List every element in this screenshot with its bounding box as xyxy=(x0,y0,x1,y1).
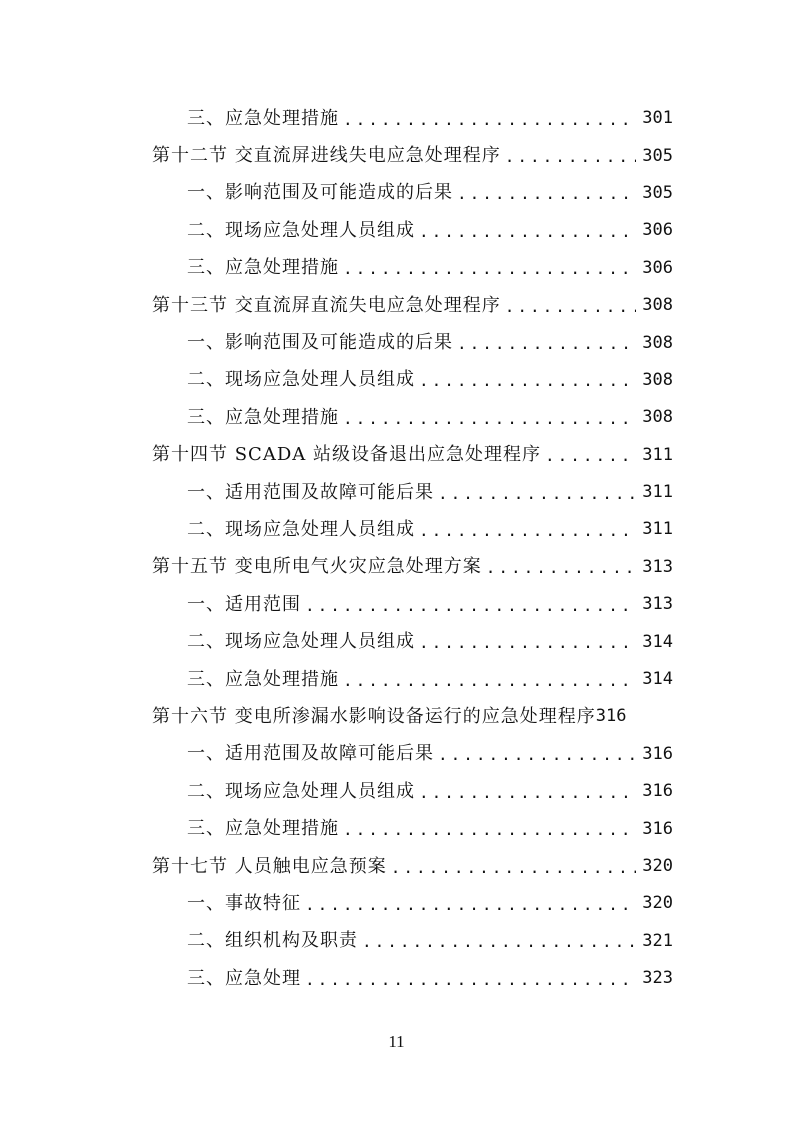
toc-entry-title: 三、应急处理措施 xyxy=(187,818,339,840)
toc-entry-page: 316 xyxy=(595,706,627,727)
dot-leader xyxy=(457,336,636,352)
toc-section-title: 第十三节 交直流屏直流失电应急处理程序 xyxy=(152,294,501,316)
toc-entry-page: 308 xyxy=(642,295,673,316)
toc-entry-page: 316 xyxy=(642,781,673,802)
dot-leader xyxy=(305,972,636,988)
toc-section-title: 第十四节 SCADA 站级设备退出应急处理程序 xyxy=(152,444,541,466)
toc-entry-page: 308 xyxy=(642,369,673,390)
toc-entry-page: 314 xyxy=(642,631,673,652)
toc-entry-title: 二、现场应急处理人员组成 xyxy=(187,518,415,540)
toc-entry-page: 321 xyxy=(642,930,673,951)
toc-entry-page: 306 xyxy=(642,220,673,241)
toc-entry-title: 一、事故特征 xyxy=(187,892,301,914)
toc-section-title: 第十六节 变电所渗漏水影响设备运行的应急处理程序 xyxy=(152,705,596,727)
toc-entry-title: 二、现场应急处理人员组成 xyxy=(187,369,415,391)
dot-leader xyxy=(438,747,636,763)
table-of-contents xyxy=(0,100,793,997)
dot-leader xyxy=(305,897,636,913)
toc-entry-page: 320 xyxy=(642,856,673,876)
toc-entry-page: 301 xyxy=(642,108,673,129)
toc-entry-page: 314 xyxy=(642,669,673,690)
toc-entry-title: 二、现场应急处理人员组成 xyxy=(187,780,415,802)
toc-entry[interactable] xyxy=(0,960,793,997)
dot-leader xyxy=(457,186,636,202)
toc-entry-page: 320 xyxy=(642,893,673,914)
dot-leader xyxy=(486,560,637,576)
toc-entry-page: 306 xyxy=(642,257,673,278)
toc-entry[interactable] xyxy=(0,511,793,548)
toc-entry-page: 305 xyxy=(642,145,673,166)
toc-entry-title: 一、适用范围及故障可能后果 xyxy=(187,743,434,765)
dot-leader xyxy=(305,598,636,614)
dot-leader xyxy=(343,411,636,427)
toc-entry[interactable] xyxy=(0,661,793,698)
dot-leader xyxy=(419,224,636,240)
dot-leader xyxy=(419,523,636,539)
dot-leader xyxy=(343,261,636,277)
toc-entry-page: 323 xyxy=(642,968,673,989)
toc-entry[interactable] xyxy=(0,810,793,847)
toc-entry[interactable] xyxy=(0,362,793,399)
toc-entry-page: 308 xyxy=(642,407,673,428)
toc-entry-page: 311 xyxy=(642,482,673,503)
dot-leader xyxy=(505,149,637,165)
toc-section-entry[interactable] xyxy=(0,848,793,885)
toc-entry[interactable] xyxy=(0,175,793,212)
toc-entry-title: 一、适用范围 xyxy=(187,593,301,615)
toc-section-entry[interactable] xyxy=(0,437,793,474)
toc-entry-title: 三、应急处理措施 xyxy=(187,257,339,279)
dot-leader xyxy=(545,448,636,464)
dot-leader xyxy=(391,860,637,876)
toc-entry[interactable] xyxy=(0,586,793,623)
toc-entry-title: 三、应急处理 xyxy=(187,967,301,989)
toc-section-entry[interactable] xyxy=(0,137,793,174)
dot-leader xyxy=(505,299,637,315)
dot-leader xyxy=(419,373,636,389)
dot-leader xyxy=(343,673,636,689)
toc-entry[interactable] xyxy=(0,212,793,249)
toc-section-title: 第十七节 人员触电应急预案 xyxy=(152,855,387,877)
dot-leader xyxy=(343,822,636,838)
toc-section-entry[interactable] xyxy=(0,549,793,586)
toc-entry-title: 三、应急处理措施 xyxy=(187,406,339,428)
toc-entry[interactable] xyxy=(0,773,793,810)
toc-entry[interactable] xyxy=(0,474,793,511)
toc-entry-title: 三、应急处理措施 xyxy=(187,668,339,690)
toc-entry[interactable] xyxy=(0,399,793,436)
toc-entry[interactable] xyxy=(0,100,793,137)
toc-entry-page: 311 xyxy=(642,519,673,540)
toc-entry[interactable] xyxy=(0,623,793,660)
toc-entry-page: 313 xyxy=(642,594,673,615)
toc-entry-title: 一、适用范围及故障可能后果 xyxy=(187,481,434,503)
toc-entry-title: 二、现场应急处理人员组成 xyxy=(187,631,415,653)
toc-section-title: 第十五节 变电所电气火灾应急处理方案 xyxy=(152,556,482,578)
toc-entry[interactable] xyxy=(0,885,793,922)
toc-entry[interactable] xyxy=(0,736,793,773)
toc-entry-page: 311 xyxy=(642,444,673,465)
toc-entry-title: 二、现场应急处理人员组成 xyxy=(187,219,415,241)
toc-section-entry[interactable] xyxy=(0,698,793,735)
dot-leader xyxy=(362,934,636,950)
toc-entry-title: 三、应急处理措施 xyxy=(187,107,339,129)
toc-entry-page: 316 xyxy=(642,818,673,839)
page-number: 11 xyxy=(388,1032,405,1051)
dot-leader xyxy=(419,635,636,651)
toc-section-entry[interactable] xyxy=(0,287,793,324)
dot-leader xyxy=(438,486,636,502)
dot-leader xyxy=(419,785,636,801)
dot-leader xyxy=(343,112,636,128)
toc-entry-page: 308 xyxy=(642,332,673,353)
toc-section-title: 第十二节 交直流屏进线失电应急处理程序 xyxy=(152,145,501,167)
toc-entry-page: 313 xyxy=(642,556,673,577)
toc-entry-page: 316 xyxy=(642,743,673,764)
toc-entry[interactable] xyxy=(0,324,793,361)
toc-entry[interactable] xyxy=(0,250,793,287)
toc-entry-title: 二、组织机构及职责 xyxy=(187,930,358,952)
toc-entry[interactable] xyxy=(0,923,793,960)
toc-entry-title: 一、影响范围及可能造成的后果 xyxy=(187,182,453,204)
toc-entry-title: 一、影响范围及可能造成的后果 xyxy=(187,332,453,354)
toc-entry-page: 305 xyxy=(642,182,673,203)
